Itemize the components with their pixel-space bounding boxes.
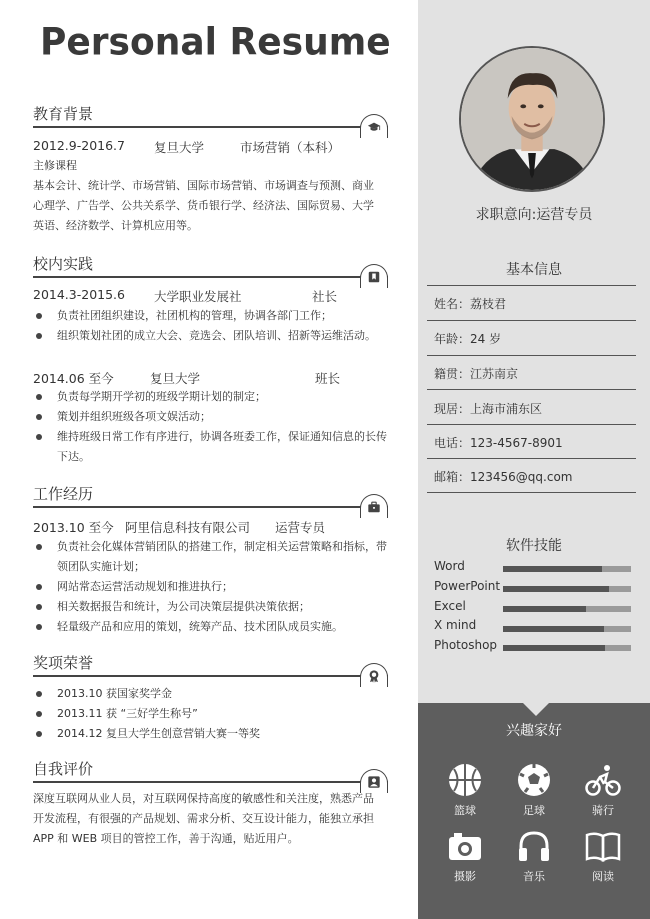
list-item: 2013.10 获国家奖学金: [33, 684, 388, 704]
section-title: 工作经历: [33, 485, 94, 503]
football-icon: [516, 762, 552, 798]
skill-name: Excel: [434, 599, 466, 613]
list-item: 相关数据报告和统计，为公司决策层提供决策依据；: [33, 597, 388, 617]
list-item: 负责社会化媒体营销团队的搭建工作，制定相关运营策略和指标，带领团队实施计划；: [33, 537, 388, 577]
work-period: 2013.10 至今: [33, 520, 114, 535]
hobby-reading: [573, 828, 633, 884]
campus-role: 社长: [312, 289, 338, 304]
hobby-label: 摄影: [454, 870, 476, 883]
basketball-icon: [447, 762, 483, 798]
campus-entry-1: [33, 287, 388, 305]
list-item: 2013.11 获 “三好学生称号”: [33, 704, 388, 724]
campus-period: 2014.3-2015.6: [33, 287, 125, 302]
hobby-photography: [435, 828, 495, 884]
education-courses: [33, 156, 388, 236]
list-item: 组织策划社团的成立大会、竞选会、团队培训、招新等运维活动。: [33, 326, 388, 346]
headphones-icon: [516, 828, 552, 864]
work-points: [33, 537, 388, 637]
info-email: 邮箱：123456@qq.com: [434, 470, 573, 484]
info-phone: 电话：123-4567-8901: [434, 436, 563, 450]
skill-level-fill: [503, 645, 605, 651]
info-hometown: 籍贯：江苏南京: [434, 367, 519, 381]
hobby-label: 音乐: [523, 870, 545, 883]
info-age: 年龄：24 岁: [434, 332, 502, 346]
basic-info-title: 基本信息: [506, 262, 562, 278]
campus-org: 复旦大学: [150, 371, 201, 386]
awards-list: [33, 684, 388, 744]
campus-role: 班长: [315, 371, 341, 386]
section-self: [33, 761, 388, 783]
education-school: 复旦大学: [154, 140, 205, 155]
graduation-cap-icon: [360, 114, 388, 138]
campus-points-1: [33, 306, 388, 346]
hobby-football: [504, 762, 564, 818]
book-icon: [585, 828, 621, 864]
camera-icon: [447, 828, 483, 864]
education-period: 2012.9-2016.7: [33, 138, 125, 153]
skill-bar: [503, 606, 631, 612]
campus-org: 大学职业发展社: [154, 289, 242, 304]
self-line: 深度互联网从业人员，对互联网保持高度的敏感性和关注度，熟悉产品: [33, 792, 374, 805]
hobby-label: 骑行: [592, 804, 614, 817]
divider: [427, 355, 636, 356]
skill-level-fill: [503, 566, 602, 572]
hobby-label: 阅读: [592, 870, 614, 883]
info-name: 姓名：荔枝君: [434, 297, 507, 311]
skill-bar: [503, 645, 631, 651]
divider: [427, 320, 636, 321]
section-awards: [33, 655, 388, 677]
resume-title: Personal Resume: [40, 20, 391, 65]
work-company: 阿里信息科技有限公司: [125, 520, 251, 535]
campus-points-2: [33, 387, 388, 467]
courses-line: 英语、经济数学、计算机应用等。: [33, 219, 198, 232]
self-line: APP 和 WEB 项目的管控工作，善于沟通，贴近用户。: [33, 832, 299, 845]
hobby-label: 足球: [523, 804, 545, 817]
hobby-cycling: [573, 762, 633, 818]
campus-entry-2: [33, 369, 388, 387]
briefcase-icon: [360, 494, 388, 518]
self-line: 开发流程，有很强的产品规划、需求分析、交互设计能力，能独立承担: [33, 812, 374, 825]
hobby-basketball: [435, 762, 495, 818]
skill-bar: [503, 566, 631, 572]
skills-title: 软件技能: [506, 538, 562, 554]
skill-level-fill: [503, 626, 604, 632]
courses-label: 主修课程: [33, 159, 77, 172]
section-campus: [33, 256, 388, 278]
skill-bar: [503, 626, 631, 632]
courses-line: 基本会计、统计学、市场营销、国际市场营销、市场调查与预测、商业: [33, 179, 374, 192]
avatar: [459, 46, 605, 192]
section-work: [33, 486, 388, 508]
list-item: 负责每学期开学初的班级学期计划的制定；: [33, 387, 388, 407]
section-education: [33, 106, 388, 128]
hobby-music: [504, 828, 564, 884]
work-row: [33, 518, 388, 536]
divider: [427, 492, 636, 493]
self-evaluation: [33, 789, 388, 849]
list-item: 策划并组织班级各项文娱活动；: [33, 407, 388, 427]
bookmark-icon: [360, 264, 388, 288]
hobby-title: 兴趣家好: [506, 723, 562, 739]
divider: [427, 424, 636, 425]
skill-name: PowerPoint: [434, 579, 501, 593]
divider: [427, 389, 636, 390]
divider: [427, 458, 636, 459]
list-item: 网站常态运营活动规划和推进执行；: [33, 577, 388, 597]
list-item: 负责社团组织建设，社团机构的管理，协调各部门工作；: [33, 306, 388, 326]
hobby-label: 篮球: [454, 804, 476, 817]
courses-line: 心理学、广告学、公共关系学、货币银行学、经济法、国际贸易、大学: [33, 199, 374, 212]
cycling-icon: [585, 762, 621, 798]
list-item: 2014.12 复旦大学生创意营销大赛一等奖: [33, 724, 388, 744]
skill-bar: [503, 586, 631, 592]
skill-name: Photoshop: [434, 638, 498, 652]
job-objective: 求职意向:运营专员: [475, 207, 593, 223]
info-residence: 现居：上海市浦东区: [434, 402, 543, 416]
work-role: 运营专员: [275, 520, 326, 535]
list-item: 维持班级日常工作有序进行，协调各班委工作，保证通知信息的长传下达。: [33, 427, 388, 467]
list-item: 轻量级产品和应用的策划，统筹产品、技术团队成员实施。: [33, 617, 388, 637]
education-major: 市场营销（本科）: [240, 140, 341, 155]
panel-notch: [523, 703, 549, 716]
section-title: 奖项荣誉: [33, 654, 94, 672]
education-row: [33, 138, 388, 156]
skill-level-fill: [503, 606, 586, 612]
campus-period: 2014.06 至今: [33, 371, 114, 386]
skill-name: X mind: [434, 618, 477, 632]
divider: [427, 285, 636, 286]
skill-name: Word: [434, 559, 465, 573]
section-title: 教育背景: [33, 105, 94, 123]
section-title: 校内实践: [33, 255, 94, 273]
skill-level-fill: [503, 586, 609, 592]
portrait-photo: [461, 48, 603, 190]
section-title: 自我评价: [33, 760, 94, 778]
